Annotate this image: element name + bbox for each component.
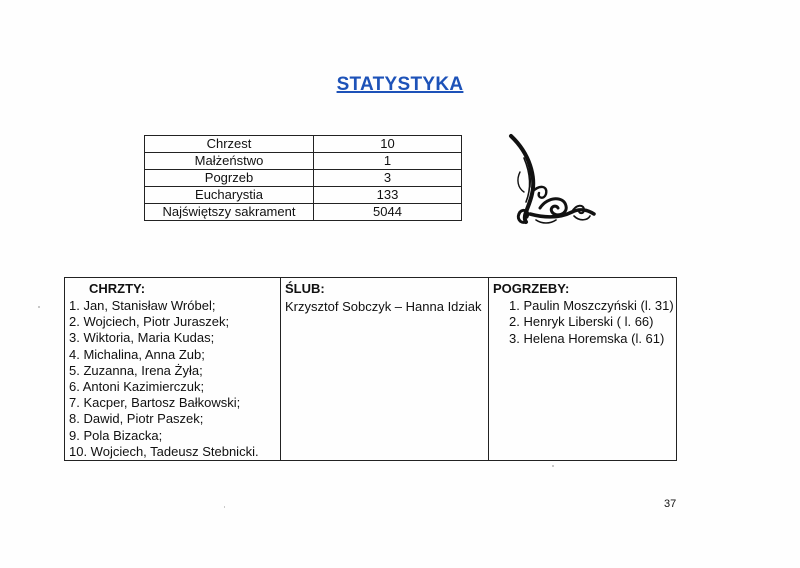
funerals-heading: POGRZEBY: xyxy=(493,281,570,296)
list-item: 6. Antoni Kazimierczuk; xyxy=(69,379,205,395)
stats-label: Pogrzeb xyxy=(145,170,314,187)
stats-row xyxy=(145,204,462,221)
list-item: 5. Zuzanna, Irena Żyła; xyxy=(69,362,203,378)
wedding-cell xyxy=(281,278,489,461)
list-item: 2. Wojciech, Piotr Juraszek; xyxy=(69,314,230,330)
list-item: 3. Helena Horemska (l. 61) xyxy=(509,330,665,346)
list-item: 1. Jan, Stanisław Wróbel; xyxy=(69,298,216,313)
stats-value: 133 xyxy=(314,187,462,204)
stats-value: 10 xyxy=(314,136,462,153)
list-item: 1. Paulin Moszczyński (l. 31) xyxy=(509,298,674,313)
funerals-cell xyxy=(489,278,677,461)
funerals-list xyxy=(489,298,676,347)
scan-speck xyxy=(38,306,40,308)
flourish-ornament-icon xyxy=(500,132,600,232)
baptisms-list xyxy=(65,298,280,460)
stats-label: Małżeństwo xyxy=(145,153,314,170)
baptisms-heading: CHRZTY: xyxy=(89,281,146,296)
stats-label: Eucharystia xyxy=(145,187,314,204)
list-item: 9. Pola Bizacka; xyxy=(69,427,163,443)
stats-label: Najświętszy sakrament xyxy=(145,204,314,221)
list-item: 3. Wiktoria, Maria Kudas; xyxy=(69,330,215,346)
scan-speck xyxy=(552,465,554,467)
statistics-table xyxy=(144,135,462,221)
scan-speck xyxy=(224,506,225,508)
stats-label: Chrzest xyxy=(145,136,314,153)
stats-row xyxy=(145,136,462,153)
wedding-couple: Krzysztof Sobczyk – Hanna Idziak xyxy=(285,299,482,314)
baptisms-cell xyxy=(65,278,281,461)
stats-row xyxy=(145,187,462,204)
page-number: 37 xyxy=(664,498,677,510)
stats-value: 1 xyxy=(314,153,462,170)
records-table xyxy=(64,277,677,461)
list-item: 2. Henryk Liberski ( l. 66) xyxy=(509,314,654,330)
stats-row xyxy=(145,170,462,187)
records-row xyxy=(65,278,677,461)
stats-value: 5044 xyxy=(314,204,462,221)
page-title: STATYSTYKA xyxy=(336,74,464,95)
stats-value: 3 xyxy=(314,170,462,187)
list-item: 10. Wojciech, Tadeusz Stebnicki. xyxy=(69,443,259,459)
wedding-heading: ŚLUB: xyxy=(285,281,325,296)
list-item: 8. Dawid, Piotr Paszek; xyxy=(69,411,204,427)
list-item: 7. Kacper, Bartosz Bałkowski; xyxy=(69,395,241,411)
list-item: 4. Michalina, Anna Zub; xyxy=(69,346,205,362)
stats-row xyxy=(145,153,462,170)
